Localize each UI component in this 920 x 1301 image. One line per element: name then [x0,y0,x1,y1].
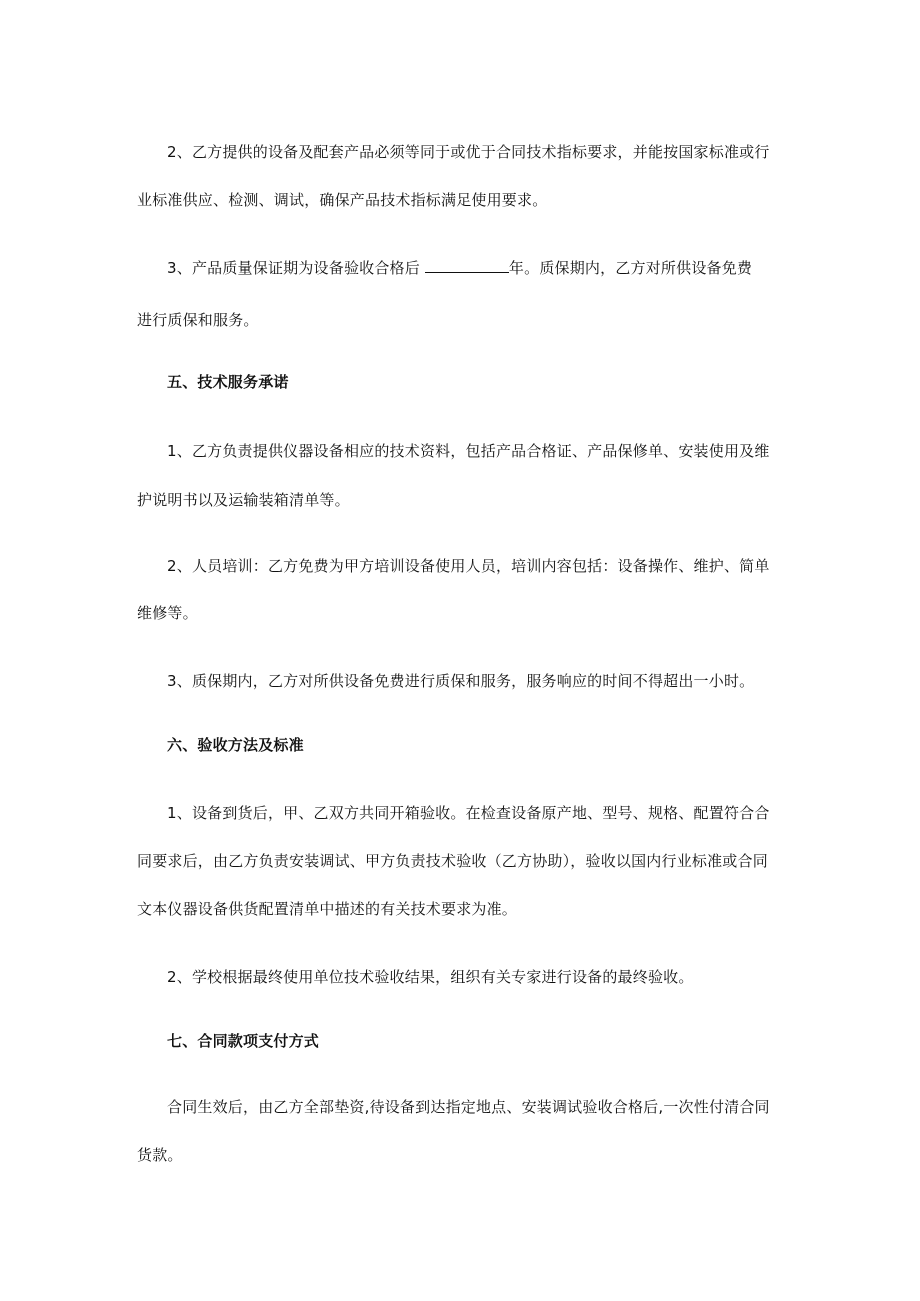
section7-para-line2: 货款。 [137,1146,183,1164]
section7-heading: 七、合同款项支付方式 [167,1032,320,1050]
section4-item3-text-after: 年。质保期内，乙方对所供设备免费 [508,259,753,277]
section5-item2-line2: 维修等。 [137,604,198,622]
section5-heading: 五、技术服务承诺 [167,373,289,391]
warranty-years-blank [425,258,509,273]
section6-item1-line3: 文本仪器设备供货配置清单中描述的有关技术要求为准。 [137,900,518,918]
section6-item2-line1: 2、学校根据最终使用单位技术验收结果，组织有关专家进行设备的最终验收。 [167,968,694,986]
section7-para-line1: 合同生效后，由乙方全部垫资,待设备到达指定地点、安装调试验收合格后,一次性付清合同 [167,1098,770,1116]
section6-heading: 六、验收方法及标准 [167,736,304,754]
section4-item3-text-before: 3、产品质量保证期为设备验收合格后 [167,259,425,277]
section6-item1-line1: 1、设备到货后，甲、乙双方共同开箱验收。在检查设备原产地、型号、规格、配置符合合 [167,804,770,822]
section5-item3-line1: 3、质保期内，乙方对所供设备免费进行质保和服务，服务响应的时间不得超出一小时。 [167,672,755,690]
section4-item2-line2: 业标准供应、检测、调试，确保产品技术指标满足使用要求。 [137,191,548,209]
section5-item1-line2: 护说明书以及运输装箱清单等。 [137,491,350,509]
section4-item3-line2: 进行质保和服务。 [137,311,259,329]
section5-item2-line1: 2、人员培训：乙方免费为甲方培训设备使用人员，培训内容包括：设备操作、维护、简单 [167,557,770,575]
section5-item1-line1: 1、乙方负责提供仪器设备相应的技术资料，包括产品合格证、产品保修单、安装使用及维 [167,442,770,460]
section4-item2-line1: 2、乙方提供的设备及配套产品必须等同于或优于合同技术指标要求，并能按国家标准或行 [167,143,770,161]
section4-item3-line1 [167,258,752,278]
section6-item1-line2: 同要求后，由乙方负责安装调试、甲方负责技术验收（乙方协助），验收以国内行业标准或合同 [137,852,768,870]
